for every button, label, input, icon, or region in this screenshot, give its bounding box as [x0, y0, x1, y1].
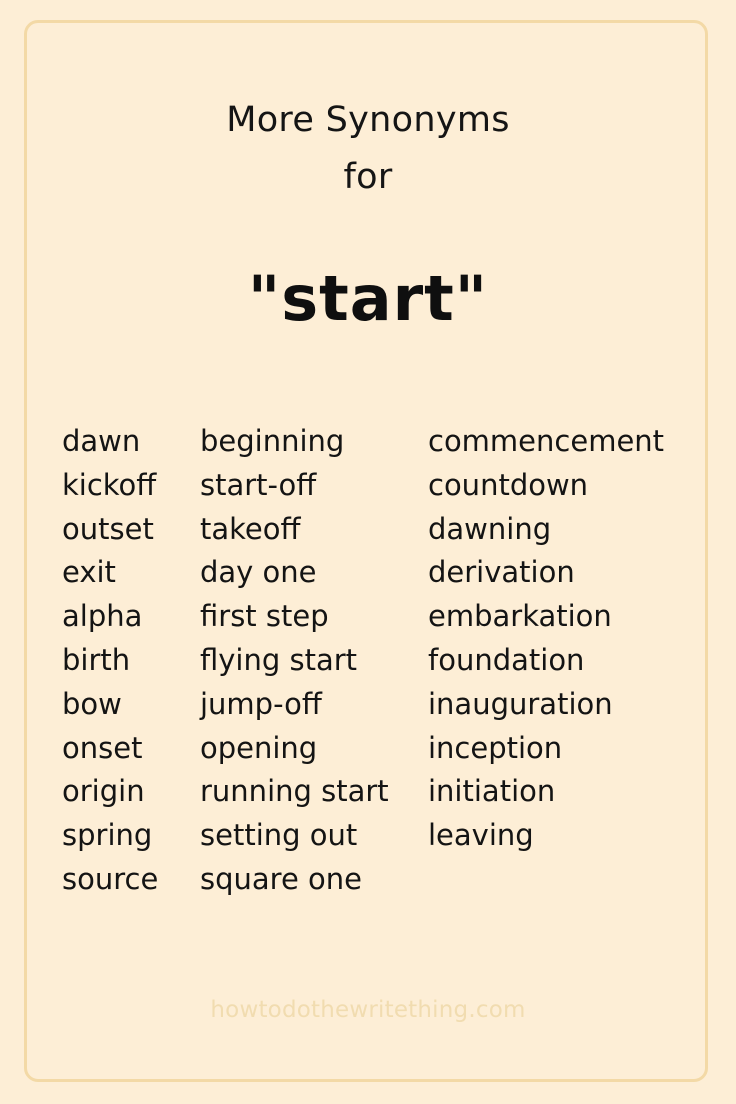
synonym-item: source [62, 861, 159, 896]
synonym-item: square one [200, 861, 362, 896]
synonym-item: bow [62, 686, 122, 721]
synonym-item: dawning [428, 511, 552, 546]
heading-line-1: More Synonyms [226, 100, 510, 140]
heading-line-2: for [343, 157, 393, 197]
synonym-item: kickoff [62, 467, 157, 502]
synonym-item: countdown [428, 467, 589, 502]
synonym-item: beginning [200, 424, 345, 458]
synonym-item: setting out [200, 818, 358, 853]
synonym-item: start-off [200, 467, 317, 502]
synonym-item: opening [200, 730, 318, 765]
synonym-item: foundation [428, 642, 585, 677]
synonym-item: first step [200, 599, 329, 634]
footer-website: howtodothewritething.com [210, 997, 526, 1023]
synonym-item: inception [428, 730, 563, 765]
synonym-item: jump-off [200, 686, 322, 721]
synonym-item: running start [200, 774, 389, 809]
synonym-item: spring [62, 818, 153, 853]
synonym-item: onset [62, 730, 143, 765]
synonym-item: exit [62, 555, 116, 590]
synonym-column-2 [200, 421, 389, 903]
synonym-item: initiation [428, 774, 556, 809]
synonym-item: flying start [200, 642, 358, 677]
synonym-item: leaving [428, 818, 534, 853]
synonym-item: dawn [62, 424, 141, 458]
synonym-item: outset [62, 511, 154, 546]
synonym-item: alpha [62, 599, 143, 634]
synonym-item: origin [62, 774, 145, 809]
synonym-item: takeoff [200, 511, 301, 546]
keyword-title: "start" [247, 262, 489, 335]
synonym-item: commencement [428, 424, 665, 458]
synonym-item: day one [200, 555, 317, 590]
synonym-column-1 [62, 421, 158, 903]
synonym-item: birth [62, 642, 131, 677]
synonym-item: derivation [428, 555, 575, 590]
synonym-item: inauguration [428, 686, 613, 721]
synonym-column-3 [428, 421, 664, 859]
synonym-item: embarkation [428, 599, 612, 634]
